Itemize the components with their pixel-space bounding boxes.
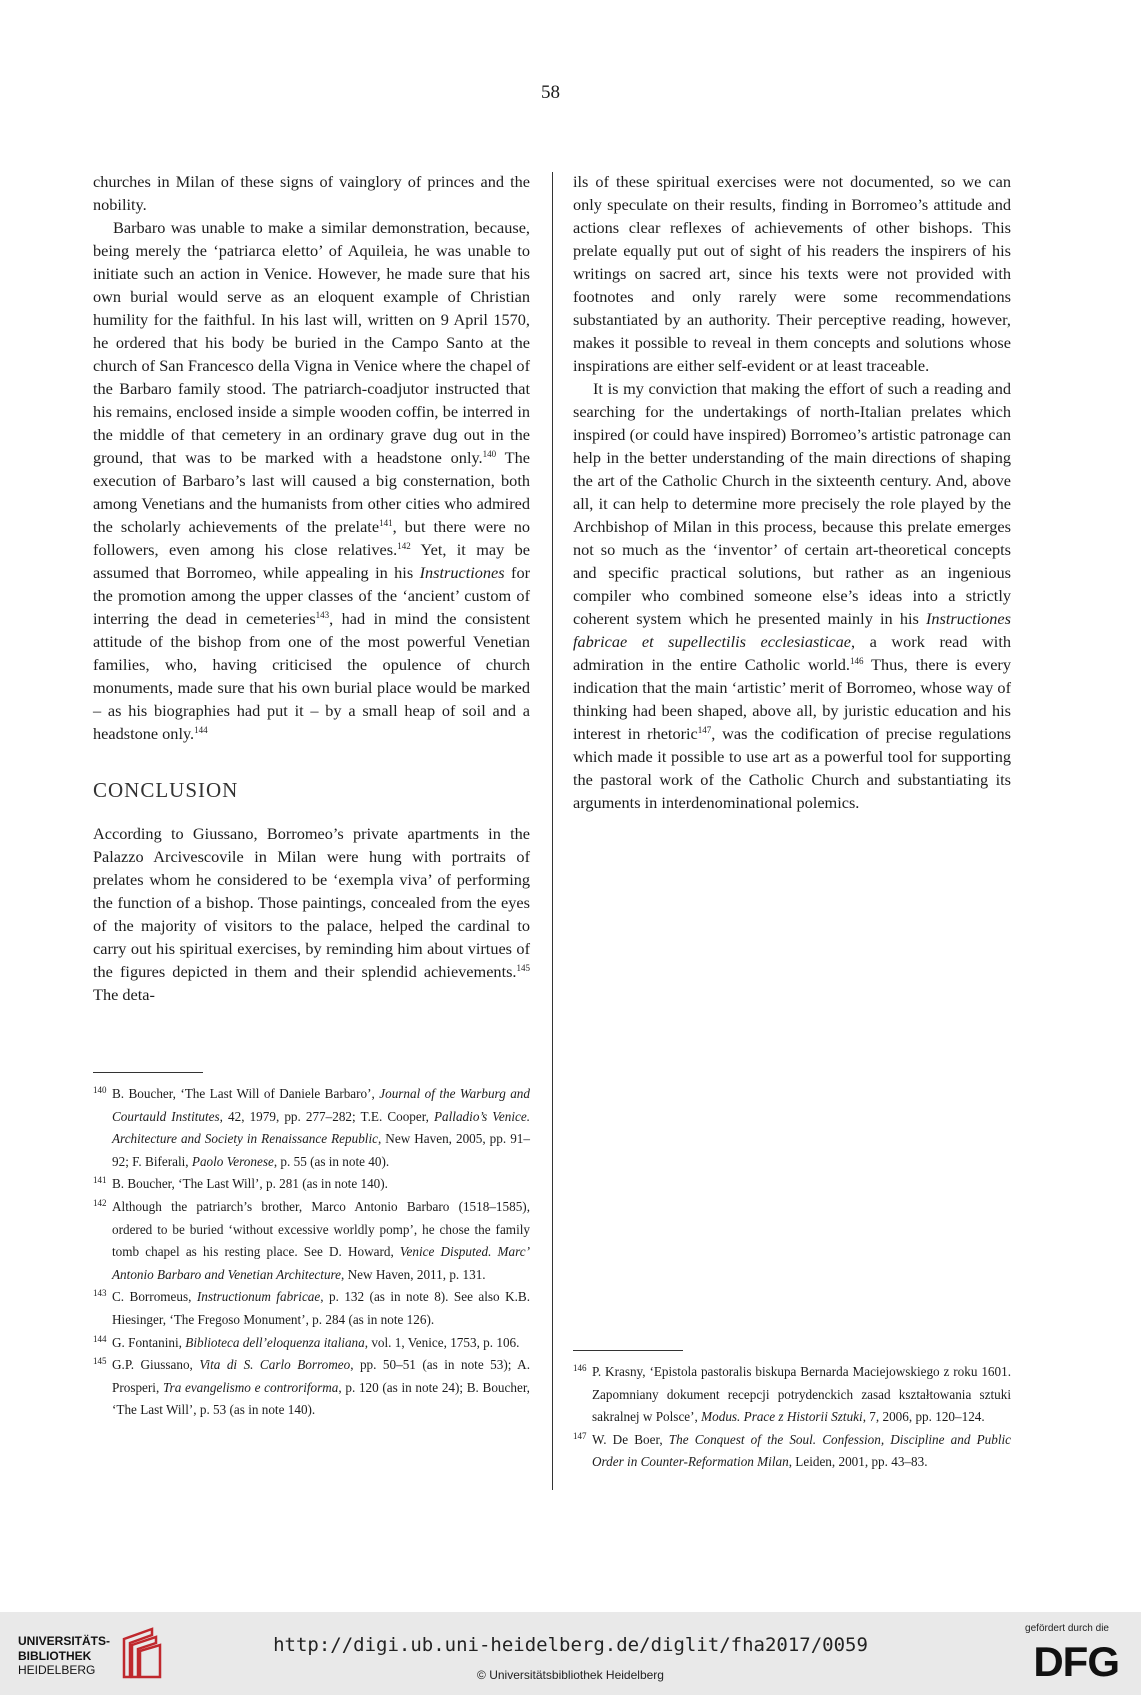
footnote-number: 146 xyxy=(573,1363,587,1373)
footnote-number: 141 xyxy=(93,1175,107,1186)
footer-bar xyxy=(0,1612,1141,1695)
footnote: 140 B. Boucher, ‘The Last Will of Daniele Barbaro’, Journal of the Warburg and Courtauld Institutes, 42, 1979, pp. 277–282; T.E. Cooper, Palladio’s Venice. Architecture and Society in Renaissance Republic, New Haven, 2005, pp. 91–92; F. Biferali, Paolo Veronese, p. 55 (as in note 40). xyxy=(93,1083,530,1173)
library-logo[interactable]: UNIVERSITÄTS- BIBLIOTHEK HEIDELBERG xyxy=(18,1634,111,1677)
paragraph: It is my conviction that making the effort of such a reading and searching for the undertakings of north-Italian prelates which inspired (or could have inspired) Borromeo’s artistic patronage can help in the better understanding of the main directions of shaping the art of the Catholic Church in the sixteenth century. And, above all, it can help to determine more precisely the role played by the Archbishop of Milan in this process, because this prelate emerges not so much as the ‘inventor’ of certain art-theoretical concepts and specific practical solutions, but rather as an ingenious compiler who combined someone else’s ideas into a strictly coherent system which he presented mainly in his Instructiones fabricae et supellectilis ecclesiasticae, a work read with admiration in the entire Catholic world.$^{146}$ Thus, there is every indication that the main ‘artistic’ merit of Borromeo, whose way of thinking had been shaped, above all, by juristic education and his interest in rhetoric$^{147}$, was the codification of precise regulations which made it possible to use art as a powerful tool for supporting the pastoral work of the Catholic Church and substantiating its arguments in interdenominational polemics. xyxy=(573,379,1012,812)
column-divider xyxy=(552,172,553,1490)
footnotes-left xyxy=(93,1072,530,1422)
right-column xyxy=(573,170,1011,814)
footnote-separator xyxy=(573,1350,683,1351)
footnote: 145 G.P. Giussano, Vita di S. Carlo Borromeo, pp. 50–51 (as in note 53); A. Prosperi, Tra evangelismo e controriforma, p. 120 (as in note 24); B. Boucher, ‘The Last Will’, p. 53 (as in note 140). xyxy=(93,1354,530,1422)
left-column xyxy=(93,170,530,1006)
footnote: 142 Although the patriarch’s brother, Marco Antonio Barbaro (1518–1585), ordered to be buried ‘without excessive worldly pomp’, he chose the family tomb chapel as his resting place. See D. Howard, Venice Disputed. Marc’ Antonio Barbaro and Venetian Architecture, New Haven, 2011, p. 131. xyxy=(93,1196,530,1286)
footnote: 141 B. Boucher, ‘The Last Will’, p. 281 (as in note 140). xyxy=(93,1173,530,1196)
paragraph: churches in Milan of these signs of vainglory of princes and the nobility. xyxy=(93,172,530,214)
footnote: 143 C. Borromeus, Instructionum fabricae, p. 132 (as in note 8). See also K.B. Hiesinger, ‘The Fregoso Monument’, p. 284 (as in note 126). xyxy=(93,1286,530,1331)
footnote: 144 G. Fontanini, Biblioteca dell’eloquenza italiana, vol. 1, Venice, 1753, p. 106. xyxy=(93,1332,530,1355)
footnote-number: 145 xyxy=(93,1356,107,1367)
footnote: 147 W. De Boer, The Conquest of the Soul. Confession, Discipline and Public Order in Counter-Reformation Milan, Leiden, 2001, pp. 43–83. xyxy=(573,1429,1011,1474)
footnote-number: 147 xyxy=(573,1430,587,1441)
paragraph: ils of these spiritual exercises were not documented, so we can only speculate on their results, finding in Borromeo’s attitude and actions clear reflexes of achievements of other bishops. This prelate equally put out of sight of his readers the inspirers of his writings on sacred art, since his texts were not provided with footnotes and only rarely were some recommendations substantiated by an authority. Their perceptive reading, however, makes it possible to reveal in them concepts and solutions whose inspirations are either self-evident or at least traceable. xyxy=(573,172,1011,375)
footnote-number: 142 xyxy=(93,1197,107,1208)
funding-note: gefördert durch die xyxy=(1025,1623,1109,1634)
dfg-logo[interactable]: DFG xyxy=(1033,1638,1119,1685)
footnote-number: 143 xyxy=(93,1288,107,1299)
page-number: 58 xyxy=(541,82,560,103)
footnotes-right xyxy=(573,1350,1011,1474)
footnote: 146 P. Krasny, ‘Epistola pastoralis biskupa Bernarda Maciejowskiego z roku 1601. Zapomniany dokument recepcji potrydenckich zasad kształtowania sztuki sakralnej w Polsce’, Modus. Prace z Historii Sztuki, 7, 2006, pp. 120–124. xyxy=(573,1361,1011,1429)
paragraph: Barbaro was unable to make a similar demonstration, because, being merely the ‘patriarca eletto’ of Aquileia, he was unable to initiate such an action in Venice. However, he made sure that his own burial would serve as an eloquent example of Christian humility for the faithful. In his last will, written on 9 April 1570, he ordered that his body be buried in the Campo Santo at the church of San Francesco della Vigna in Venice where the chapel of the Barbaro family stood. The patriarch-coadjutor instructed that his remains, enclosed inside a simple wooden coffin, be interred in the middle of that cemetery in an ordinary grave dug out in the ground, that was to be marked with a headstone only.$^{140}$ The execution of Barbaro’s last will caused a big consternation, both among Venetians and the humanists from other cities who admired the scholarly achievements of the prelate$^{141}$, but there were no followers, even among his close relatives.$^{142}$ Yet, it may be assumed that Borromeo, while appealing in his Instructiones for the promotion among the upper classes of the ‘ancient’ custom of interring the dead in cemeteries$^{143}$, had in mind the consistent attitude of the bishop from one of the most powerful Venetian families, who, having criticised the opulence of church monuments, made sure that his own burial place would be marked – as his biographies had put it – by a small heap of soil and a headstone only.$^{144}$ xyxy=(93,218,531,743)
footnote-number: 144 xyxy=(93,1333,107,1344)
permalink-url[interactable]: http://digi.ub.uni-heidelberg.de/diglit/fha2017/0059 xyxy=(273,1634,868,1656)
copyright-notice: © Universitätsbibliothek Heidelberg xyxy=(477,1668,664,1682)
paragraph: According to Giussano, Borromeo’s private apartments in the Palazzo Arcivescovile in Milan were hung with portraits of prelates whom he considered to be ‘exempla viva’ of performing the function of a bishop. Those paintings, concealed from the eyes of the majority of visitors to the palace, helped the cardinal to carry out his spiritual exercises, by reminding him about virtues of the figures depicted in them and their splendid achievements.$^{145}$ The deta- xyxy=(93,824,530,1004)
section-heading: CONCLUSION xyxy=(93,778,239,802)
footnote-separator xyxy=(93,1072,203,1073)
footnote-number: 140 xyxy=(93,1085,107,1095)
